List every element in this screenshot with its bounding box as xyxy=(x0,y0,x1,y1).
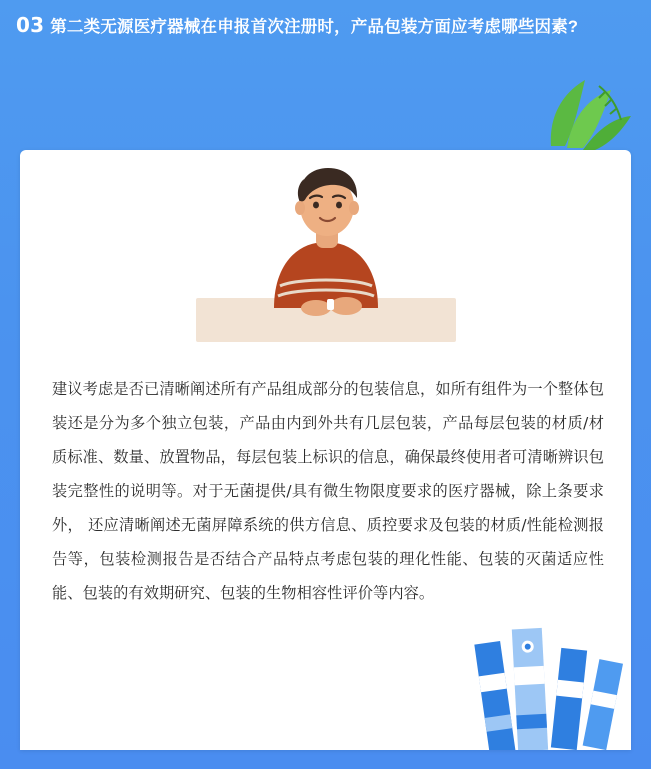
answer-card xyxy=(20,150,631,750)
answer-text: 建议考虑是否已清晰阐述所有产品组成部分的包装信息，如所有组件为一个整体包装还是分为多个独立包装，产品由内到外共有几层包装，产品每层包装的材质/材质标准、数量、放置物品，每层包装上标识的信息，确保最终使用者可清晰辨识包装完整性的说明等。对于无菌提供/具有微生物限度要求的医疗器械，除上条要求外， 还应清晰阐述无菌屏障系统的供方信息、质控要求及包装的材质/性能检测报告等，包装检测报告是否结合产品特点考虑包装的理化性能、包装的灭菌适应性能、包装的有效期研究、包装的生物相容性评价等内容。 xyxy=(52,380,604,602)
leaves-icon xyxy=(513,68,633,158)
question-number: 03 xyxy=(16,13,45,37)
question-text: 第二类无源医疗器械在申报首次注册时，产品包装方面应考虑哪些因素? xyxy=(50,18,579,36)
header xyxy=(0,0,651,56)
question-line xyxy=(16,10,635,42)
books-icon xyxy=(471,610,631,750)
person-illustration xyxy=(20,150,631,350)
